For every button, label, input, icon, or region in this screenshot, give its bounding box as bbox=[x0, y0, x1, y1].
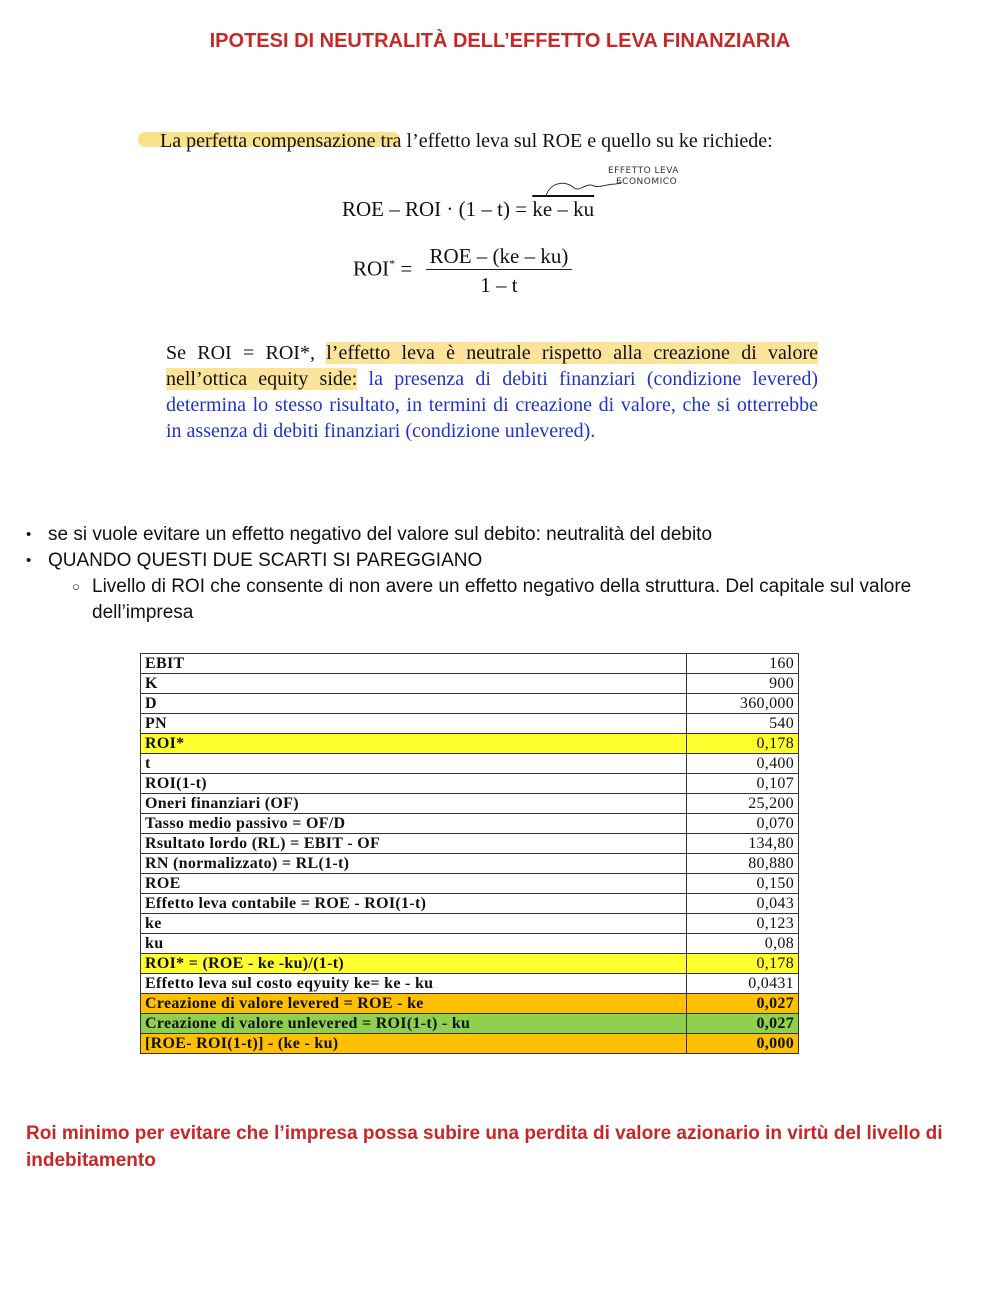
row-label: EBIT bbox=[141, 654, 687, 674]
row-value: 0,107 bbox=[687, 774, 799, 794]
page-title: IPOTESI DI NEUTRALITÀ DELL’EFFETTO LEVA FINANZIARIA bbox=[209, 30, 791, 52]
row-label: K bbox=[141, 674, 687, 694]
row-label: Creazione di valore unlevered = ROI(1-t) - ku bbox=[141, 1014, 687, 1034]
table-row bbox=[141, 894, 799, 914]
note-line-1: EFFETTO LEVA bbox=[608, 166, 679, 176]
equation-1-right: ke – ku bbox=[532, 197, 595, 221]
row-label: t bbox=[141, 754, 687, 774]
para-part-3-blue: la presenza di debiti finanziari (condizione levered) determina lo stesso risultato, in termini di creazione di valore, che si otterrebbe in assenza di debiti finanziari (condizione unlevered). bbox=[166, 368, 818, 442]
row-value: 160 bbox=[687, 654, 799, 674]
intro-text: La perfetta compensazione tra l’effetto leva sul ROE e quello su ke richiede: bbox=[160, 130, 773, 152]
bullet-item: • se si vuole evitare un effetto negativo del valore sul debito: neutralità del debito bbox=[26, 522, 976, 548]
table-row bbox=[141, 814, 799, 834]
row-label: ROI* bbox=[141, 734, 687, 754]
table-row bbox=[141, 1034, 799, 1054]
table-row bbox=[141, 734, 799, 754]
table-row bbox=[141, 994, 799, 1014]
row-value: 80,880 bbox=[687, 854, 799, 874]
table-row bbox=[141, 654, 799, 674]
table-row bbox=[141, 934, 799, 954]
para-part-2-highlighted: l’effetto leva è neutrale rispetto alla creazione di valore nell’ottica equity side: bbox=[166, 342, 818, 390]
bullet-list bbox=[26, 522, 976, 626]
row-label: [ROE- ROI(1-t)] - (ke - ku) bbox=[141, 1034, 687, 1054]
sub-bullet-item: ○ Livello di ROI che consente di non avere un effetto negativo della struttura. Del capitale sul valore dell’impresa bbox=[26, 574, 976, 626]
row-value: 0,027 bbox=[687, 994, 799, 1014]
table-row bbox=[141, 914, 799, 934]
table-row bbox=[141, 834, 799, 854]
table-row bbox=[141, 974, 799, 994]
table-row bbox=[141, 674, 799, 694]
row-value: 0,178 bbox=[687, 734, 799, 754]
intro-block bbox=[160, 128, 820, 154]
table-row bbox=[141, 714, 799, 734]
neutrality-paragraph bbox=[166, 340, 818, 444]
row-value: 0,08 bbox=[687, 934, 799, 954]
row-label: RN (normalizzato) = RL(1-t) bbox=[141, 854, 687, 874]
bullet-item: • QUANDO QUESTI DUE SCARTI SI PAREGGIANO bbox=[26, 548, 976, 574]
row-value: 360,000 bbox=[687, 694, 799, 714]
table-row bbox=[141, 854, 799, 874]
row-value: 0,070 bbox=[687, 814, 799, 834]
equation-2-fraction bbox=[426, 243, 573, 298]
handwritten-brace-icon bbox=[544, 178, 624, 198]
row-label: Oneri finanziari (OF) bbox=[141, 794, 687, 814]
row-label: Creazione di valore levered = ROE - ke bbox=[141, 994, 687, 1014]
table-row bbox=[141, 954, 799, 974]
row-label: ku bbox=[141, 934, 687, 954]
note-line-2: ECONOMICO bbox=[616, 177, 678, 187]
row-value: 0,150 bbox=[687, 874, 799, 894]
table-row bbox=[141, 694, 799, 714]
row-label: PN bbox=[141, 714, 687, 734]
fraction-denominator: 1 – t bbox=[480, 273, 518, 297]
table-row bbox=[141, 754, 799, 774]
table-row bbox=[141, 1014, 799, 1034]
equation-2 bbox=[353, 243, 572, 298]
row-label: Effetto leva sul costo eqyuity ke= ke - ku bbox=[141, 974, 687, 994]
row-value: 0,0431 bbox=[687, 974, 799, 994]
equation-2-sup: * bbox=[389, 256, 396, 271]
equation-2-left: ROI bbox=[353, 256, 390, 281]
conclusion-text: Roi minimo per evitare che l’impresa possa subire una perdita di valore azionario in virtù del livello di indebitamento bbox=[26, 1123, 943, 1171]
row-label: ROE bbox=[141, 874, 687, 894]
row-value: 900 bbox=[687, 674, 799, 694]
row-value: 134,80 bbox=[687, 834, 799, 854]
row-value: 0,000 bbox=[687, 1034, 799, 1054]
table-row bbox=[141, 874, 799, 894]
row-value: 540 bbox=[687, 714, 799, 734]
calculation-table bbox=[140, 653, 799, 1054]
table-row bbox=[141, 774, 799, 794]
row-value: 0,123 bbox=[687, 914, 799, 934]
table-row bbox=[141, 794, 799, 814]
row-label: ke bbox=[141, 914, 687, 934]
para-part-1: Se ROI = ROI*, bbox=[166, 342, 327, 364]
row-label: ROI* = (ROE - ke -ku)/(1-t) bbox=[141, 954, 687, 974]
equation-1-left: ROE – ROI · (1 – t) = bbox=[342, 197, 533, 221]
equation-2-eq: = bbox=[395, 256, 418, 281]
equation-1 bbox=[342, 196, 594, 222]
row-label: D bbox=[141, 694, 687, 714]
row-value: 25,200 bbox=[687, 794, 799, 814]
row-label: Rsultato lordo (RL) = EBIT - OF bbox=[141, 834, 687, 854]
row-value: 0,043 bbox=[687, 894, 799, 914]
scanned-excerpt bbox=[160, 128, 820, 442]
row-value: 0,027 bbox=[687, 1014, 799, 1034]
row-value: 0,400 bbox=[687, 754, 799, 774]
row-value: 0,178 bbox=[687, 954, 799, 974]
row-label: Tasso medio passivo = OF/D bbox=[141, 814, 687, 834]
row-label: Effetto leva contabile = ROE - ROI(1-t) bbox=[141, 894, 687, 914]
fraction-numerator: ROE – (ke – ku) bbox=[426, 243, 573, 270]
row-label: ROI(1-t) bbox=[141, 774, 687, 794]
